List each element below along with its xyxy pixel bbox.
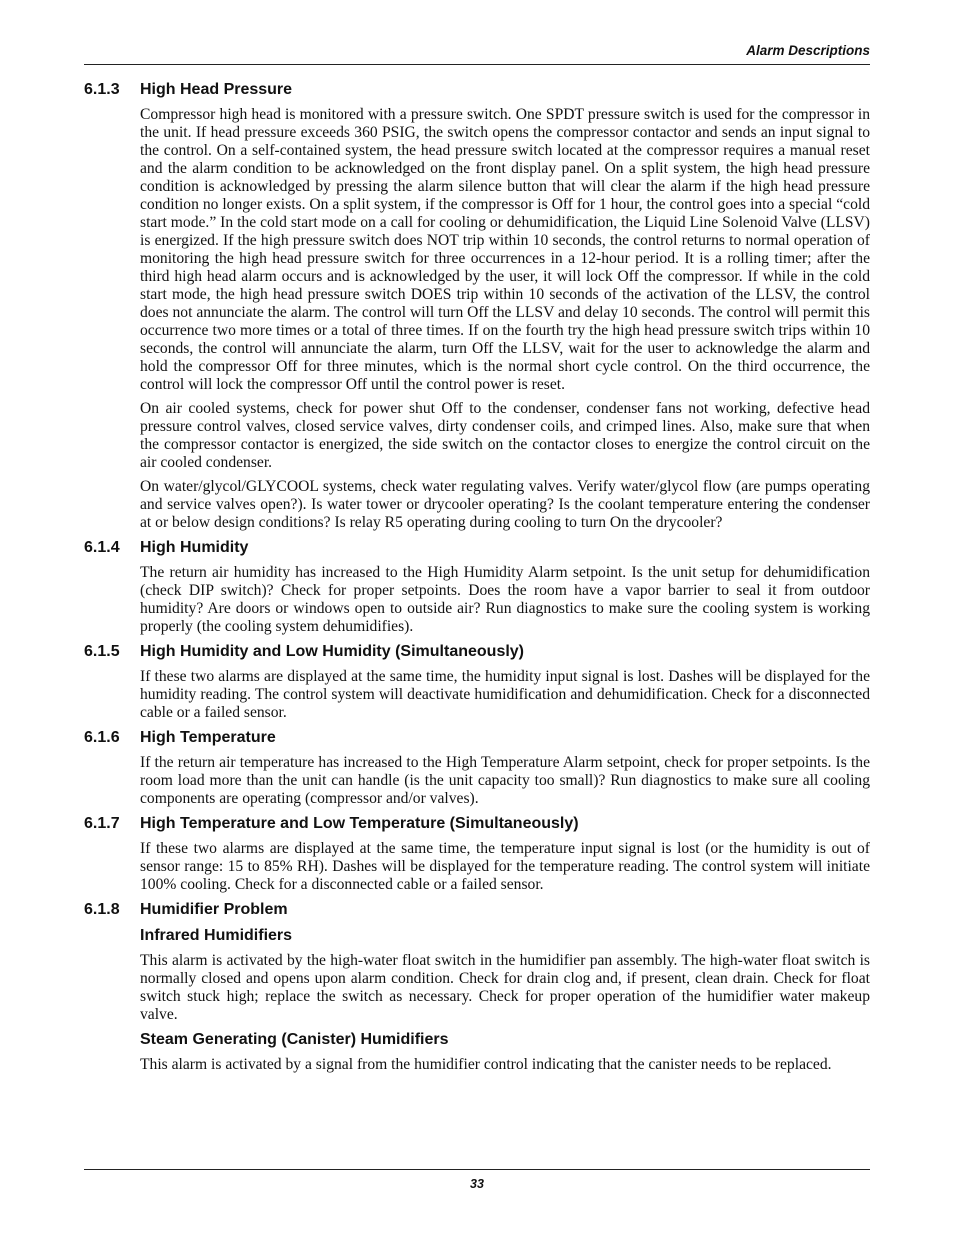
section-number: 6.1.6 [84, 729, 120, 746]
paragraph: If these two alarms are displayed at the same time, the temperature input signal is lost (or the humidity is out of sensor range: 15 to 85% RH). Dashes will be displayed for the temperature reading. The control system will initiate 100% cooling. Check for a disconnected cable or a failed sensor. [140, 840, 870, 893]
section-heading [84, 900, 870, 919]
section-6-1-6 [84, 728, 870, 808]
page-number: 33 [470, 1177, 484, 1191]
section-title: High Temperature [140, 729, 276, 746]
section-title: High Humidity [140, 539, 249, 556]
section-heading [84, 642, 870, 661]
section-heading [84, 80, 870, 99]
section-number: 6.1.5 [84, 643, 120, 660]
paragraph: This alarm is activated by a signal from the humidifier control indicating that the canister needs to be replaced. [140, 1056, 832, 1073]
section-title: Humidifier Problem [140, 901, 288, 918]
section-6-1-8 [84, 900, 870, 1074]
section-title: High Head Pressure [140, 81, 293, 98]
page-content [84, 80, 870, 1080]
section-number: 6.1.3 [84, 81, 120, 98]
section-number: 6.1.7 [84, 815, 120, 832]
section-heading [84, 538, 870, 557]
section-heading [84, 814, 870, 833]
paragraph: On water/glycol/GLYCOOL systems, check water regulating valves. Verify water/glycol flow (are pumps operating and service valves open?). Is water tower or drycooler operating? Is the coolant temperature entering the condenser at or below design conditions? Is relay R5 operating during cooling to turn On the drycooler? [140, 478, 870, 531]
section-title: High Temperature and Low Temperature (Simultaneously) [140, 815, 579, 832]
section-number: 6.1.8 [84, 901, 120, 918]
section-6-1-5 [84, 642, 870, 722]
paragraph: On air cooled systems, check for power shut Off to the condenser, condenser fans not working, defective head pressure control valves, closed service valves, dirty condenser coils, and crimped lines. Also, make sure that when the compressor contactor is energized, the side switch on the contactor closes to energize the control circuit on the air cooled condenser. [140, 400, 870, 471]
section-6-1-4 [84, 538, 870, 636]
paragraph: The return air humidity has increased to the High Humidity Alarm setpoint. Is the unit setup for dehumidification (check DIP switch)? Check for proper setpoints. Does the room have a vapor barrier to seal it from outdoor humidity? Are doors or windows open to outside air? Run diagnostics to make sure the cooling system is working properly (the cooling system dehumidifies). [140, 564, 870, 635]
paragraph: If these two alarms are displayed at the same time, the humidity input signal is lost. Dashes will be displayed for the humidity reading. The control system will deactivate humidification and dehumidification. Check for a disconnected cable or a failed sensor. [140, 668, 870, 721]
section-6-1-7 [84, 814, 870, 894]
running-header: Alarm Descriptions [746, 43, 870, 58]
section-title: High Humidity and Low Humidity (Simultaneously) [140, 643, 525, 660]
header-rule [84, 64, 870, 65]
footer-rule [84, 1169, 870, 1170]
subsection-title: Steam Generating (Canister) Humidifiers [140, 1031, 449, 1048]
section-6-1-3 [84, 80, 870, 532]
paragraph: This alarm is activated by the high-water float switch in the humidifier pan assembly. The high-water float switch is normally closed and opens upon alarm condition. Check for drain clog and, if present, clean drain. Check for float switch stuck high; replace the switch as necessary. Check for proper operation of the humidifier water makeup valve. [140, 952, 870, 1023]
subsection-title: Infrared Humidifiers [140, 927, 293, 944]
section-heading [84, 728, 870, 747]
paragraph: Compressor high head is monitored with a pressure switch. One SPDT pressure switch is used for the compressor in the unit. If head pressure exceeds 360 PSIG, the switch opens the compressor contactor and sends an input signal to the control. On a self-contained system, the head pressure switch located at the compressor requires a manual reset and the alarm condition to be acknowledged on the front display panel. On a split system, the high head pressure condition is acknowledged by pressing the alarm silence button that will clear the alarm if the high head pressure condition no longer exists. On a split system, if the compressor is Off for 1 hour, the control goes into a special “cold start mode.” In the cold start mode on a call for cooling or dehumidification, the Liquid Line Solenoid Valve (LLSV) is energized. If the high pressure switch does NOT trip within 10 seconds, the control returns to normal operation of monitoring the high head pressure switch for three occurrences in a 12-hour period. It is a rolling timer; after the third high head alarm occurs and is acknowledged by the user, it will lock Off the compressor. If while in the cold start mode, the high head pressure switch DOES trip within 10 seconds of the activation of the LLSV, the control does not annunciate the alarm. The control will turn Off the LLSV and delay 10 seconds. The control will permit this occurrence two more times or a total of three times. If on the fourth try the high head pressure switch trips within 10 seconds, the control will annunciate the alarm, turn Off the LLSV, wait for the user to acknowledge the alarm and hold the compressor Off for three minutes, which is the normal short cycle control. On the third occurrence, the control will lock the compressor Off until the control power is reset. [140, 106, 870, 393]
paragraph: If the return air temperature has increased to the High Temperature Alarm setpoint, check for proper setpoints. Is the room load more than the unit can handle (is the unit capacity too small)? Run diagnostics to make sure all cooling components are operating (compressor and/or valves). [140, 754, 870, 807]
section-number: 6.1.4 [84, 539, 120, 556]
